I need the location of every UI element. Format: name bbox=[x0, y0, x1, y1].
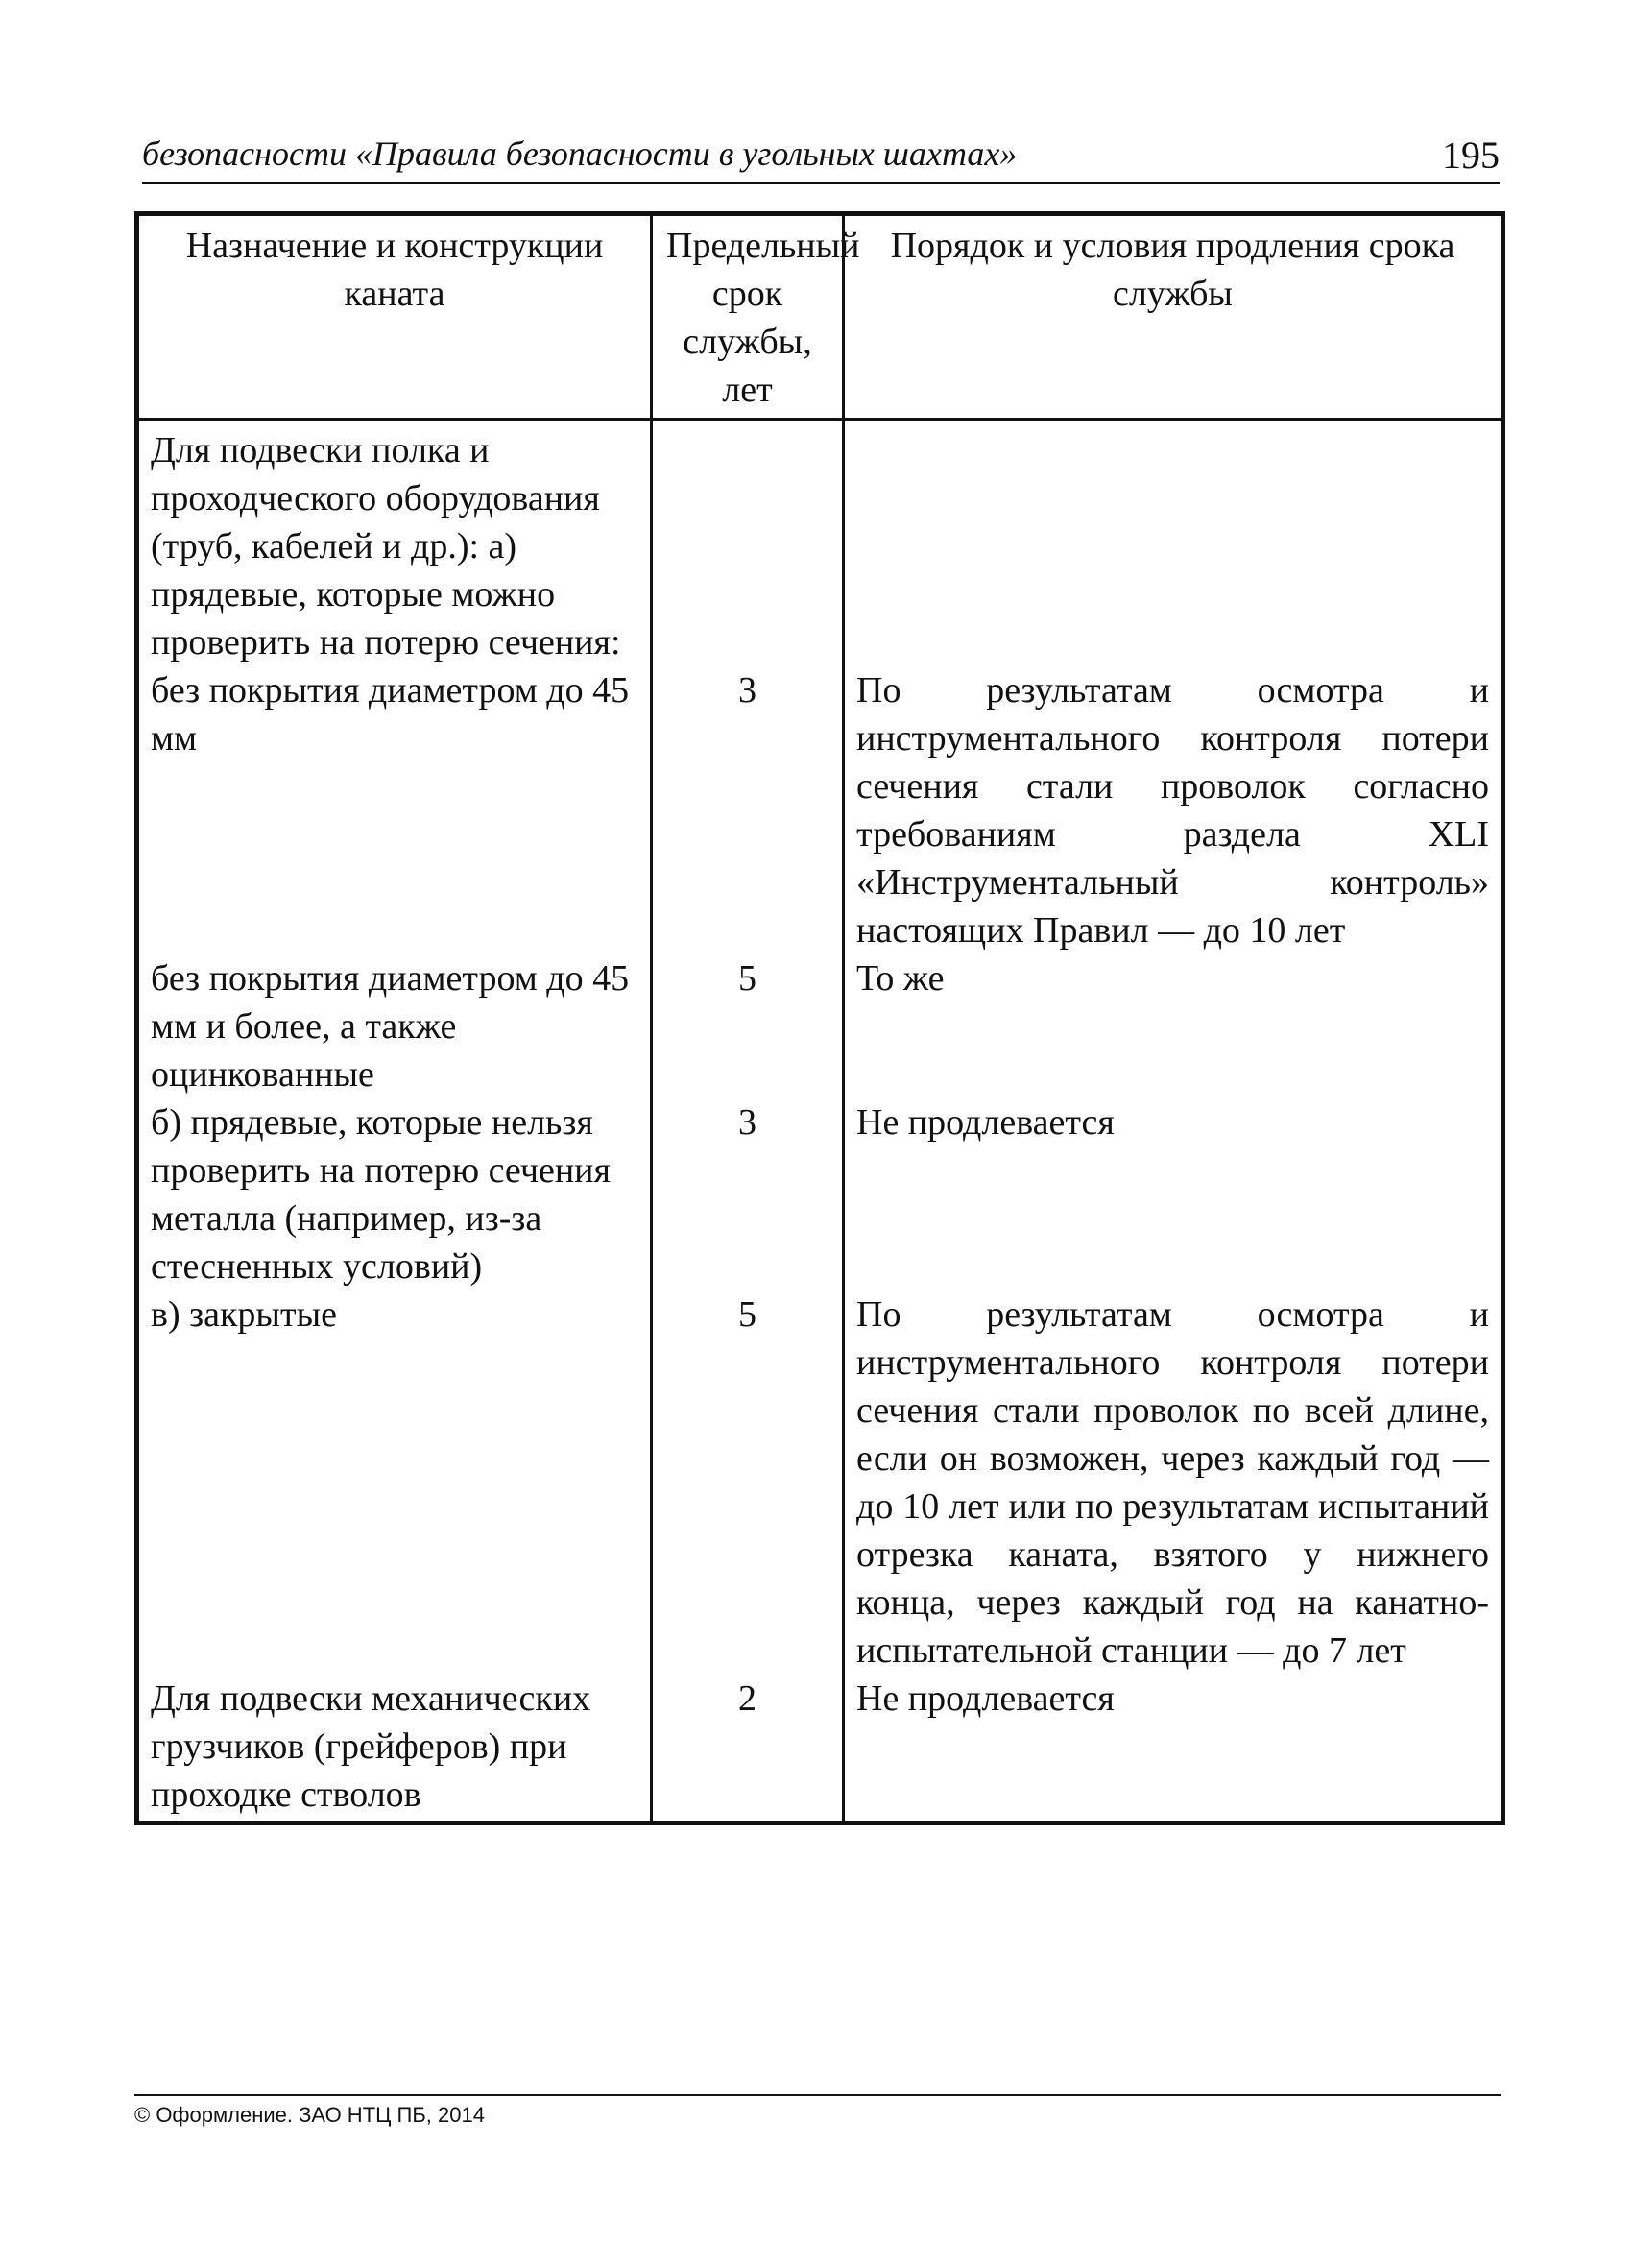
rope-service-life-table bbox=[134, 211, 1505, 1825]
row-purpose: без покрытия диаметром до 45 мм и более, а также оцинкованные bbox=[137, 954, 652, 1098]
running-title: безопасности «Правила безопасности в угольных шахтах» bbox=[142, 134, 1018, 173]
row-purpose: без покрытия диаметром до 45 мм bbox=[137, 666, 652, 954]
table-header-row bbox=[137, 214, 1503, 420]
row-term: 2 bbox=[652, 1675, 844, 1823]
row-term: 3 bbox=[652, 666, 844, 954]
group-label: Для подвески полка и проходческого оборудования (труб, кабелей и др.): а) прядевые, которые можно проверить на потерю сечения: bbox=[137, 420, 652, 667]
row-condition: По результатам осмотра и инструментального контроля потери сечения стали проволок согласно требованиям раздела XLI «Инструментальный контроль» настоящих Правил — до 10 лет bbox=[844, 666, 1503, 954]
row-condition: То же bbox=[844, 954, 1503, 1098]
row-term: 5 bbox=[652, 1291, 844, 1675]
row-purpose: б) прядевые, которые нельзя проверить на потерю сечения металла (например, из-за стесненных условий) bbox=[137, 1098, 652, 1291]
group-term-empty bbox=[652, 420, 844, 667]
page-number: 195 bbox=[1442, 133, 1500, 177]
group-condition-empty bbox=[844, 420, 1503, 667]
running-head bbox=[142, 133, 1500, 184]
table-row bbox=[137, 1291, 1503, 1675]
table-row bbox=[137, 954, 1503, 1098]
row-condition: По результатам осмотра и инструментального контроля потери сечения стали проволок по всей длине, если он возможен, через каждый год — до 10 лет или по результатам испытаний отрезка каната, взятого у нижнего конца, через каждый год на канатно-испытательной станции — до 7 лет bbox=[844, 1291, 1503, 1675]
row-purpose: в) закрытые bbox=[137, 1291, 652, 1675]
row-purpose: Для подвески механических грузчиков (грейферов) при проходке стволов bbox=[137, 1675, 652, 1823]
column-header-term: Предельный срок службы, лет bbox=[652, 214, 844, 420]
table-row bbox=[137, 1675, 1503, 1823]
row-condition: Не продлевается bbox=[844, 1675, 1503, 1823]
row-term: 5 bbox=[652, 954, 844, 1098]
table-group-row bbox=[137, 420, 1503, 667]
column-header-condition: Порядок и условия продления срока службы bbox=[844, 214, 1503, 420]
table-row bbox=[137, 1098, 1503, 1291]
row-term: 3 bbox=[652, 1098, 844, 1291]
table-row bbox=[137, 666, 1503, 954]
row-condition: Не продлевается bbox=[844, 1098, 1503, 1291]
column-header-purpose: Назначение и конструкции каната bbox=[137, 214, 652, 420]
footer-copyright: © Оформление. ЗАО НТЦ ПБ, 2014 bbox=[134, 2103, 485, 2127]
footer-rule bbox=[134, 2094, 1501, 2096]
